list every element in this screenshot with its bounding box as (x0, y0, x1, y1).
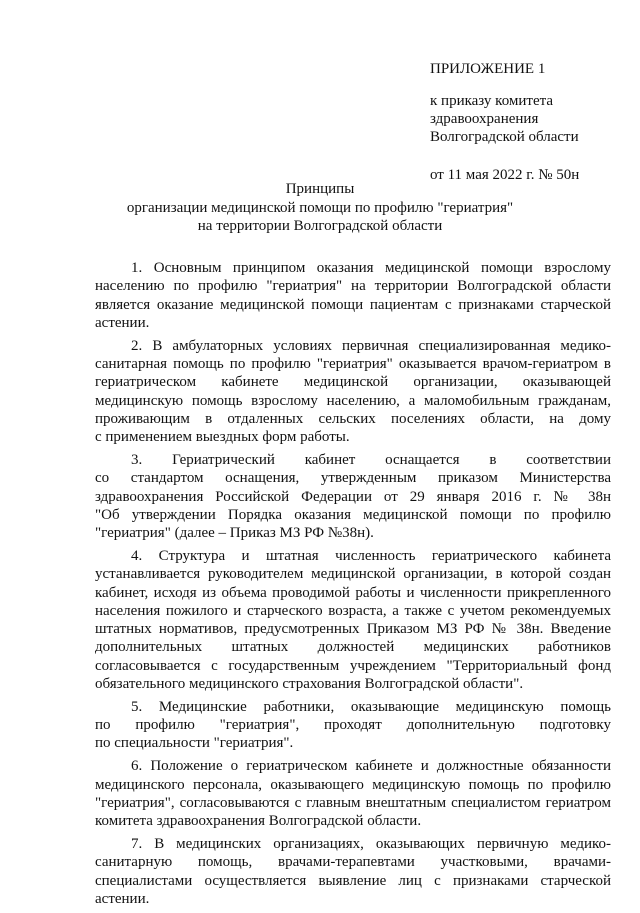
title-line: Принципы (285, 181, 355, 197)
paragraph-line: населению по профилю "гериатрия" на территории Волгоградской области (95, 278, 611, 295)
paragraph-line: проживающим в отдаленных сельских поселениях области, на дому (95, 410, 611, 427)
paragraph-line: "гериатрия", согласовываются с главным внештатным специалистом гериатром (95, 794, 611, 811)
paragraph-line: "гериатрия" (далее – Приказ МЗ РФ №38н). (95, 525, 374, 542)
appendix-date: от 11 мая 2022 г. № 50н (430, 167, 580, 183)
paragraph-line: по профилю "гериатрия", проходят дополнительную подготовку (95, 717, 611, 734)
paragraph-1 (95, 259, 611, 332)
appendix-line: Волгоградской области (430, 129, 579, 145)
paragraph-line: медицинскую помощь взрослому населению, а маломобильным гражданам, (95, 392, 611, 409)
appendix-line: здравоохранения (430, 111, 539, 127)
paragraph-line: кабинет, исходя из объема проводимой работы и численности прикрепленного (95, 584, 611, 601)
paragraph-4 (95, 547, 611, 693)
paragraph-line: астении. (95, 314, 150, 331)
paragraph-line: устанавливается руководителем медицинской организации, в которой создан (95, 566, 611, 583)
paragraph-line: является оказание медицинской помощи пациентам с признаками старческой (95, 296, 611, 313)
document-title (0, 180, 640, 236)
paragraph-line: с применением выездных форм работы. (95, 429, 350, 446)
paragraph-line: "Об утверждении Порядка оказания медицинской помощи по профилю (95, 506, 611, 523)
paragraph-line: санитарная помощь по профилю "гериатрия" оказывается врачом-гериатром в (95, 355, 611, 372)
paragraph-line: населения пожилого и старческого возраста, а также с учетом рекомендуемых (95, 602, 611, 619)
paragraph-line: штатных нормативов, предусмотренных Приказом МЗ РФ № 38н. Введение (95, 621, 611, 638)
paragraph-line: 7. В медицинских организациях, оказывающих первичную медико- (131, 835, 611, 852)
paragraph-6 (95, 757, 611, 830)
paragraph-line: гериатрическом кабинете медицинской организации, оказывающей (95, 374, 611, 391)
paragraph-line: санитарную помощь, врачами-терапевтами участковыми, врачами- (95, 854, 611, 871)
paragraph-2 (95, 337, 611, 447)
paragraph-line: со стандартом оснащения, утвержденным приказом Министерства (95, 470, 611, 487)
appendix-heading: ПРИЛОЖЕНИЕ 1 (430, 61, 546, 77)
appendix-block (430, 60, 579, 184)
title-line: на территории Волгоградской области (197, 218, 443, 234)
paragraph-line: 2. В амбулаторных условиях первичная специализированная медико- (131, 337, 611, 354)
paragraph-line: 3. Гериатрический кабинет оснащается в соответствии (131, 451, 611, 468)
paragraph-line: медицинского персонала, оказывающего медицинскую помощь по профилю (95, 776, 611, 793)
document-body (95, 259, 611, 913)
paragraph-line: 6. Положение о гериатрическом кабинете и должностные обязанности (131, 758, 611, 775)
paragraph-line: по специальности "гериатрия". (95, 735, 294, 752)
paragraph-line: комитета здравоохранения Волгоградской области. (95, 813, 422, 830)
paragraph-line: согласовывается с государственным учреждением "Территориальный фонд (95, 657, 611, 674)
paragraph-line: 4. Структура и штатная численность гериатрического кабинета (131, 547, 611, 564)
paragraph-line: обязательного медицинского страхования Волгоградской области". (95, 676, 524, 693)
paragraph-line: дополнительных штатных должностей медицинских работников (95, 639, 611, 656)
paragraph-3 (95, 451, 611, 542)
paragraph-7 (95, 835, 611, 908)
paragraph-5 (95, 698, 611, 753)
title-line: организации медицинской помощи по профилю "гериатрия" (126, 199, 514, 216)
paragraph-line: астении. (95, 890, 150, 907)
paragraph-line: 1. Основным принципом оказания медицинской помощи взрослому (131, 260, 611, 276)
paragraph-line: 5. Медицинские работники, оказывающие медицинскую помощь (131, 698, 611, 715)
paragraph-line: здравоохранения Российской Федерации от 29 января 2016 г. № 38н (95, 488, 611, 505)
paragraph-line: специалистами осуществляется выявление лиц с признаками старческой (95, 872, 611, 889)
appendix-line: к приказу комитета (430, 93, 554, 109)
